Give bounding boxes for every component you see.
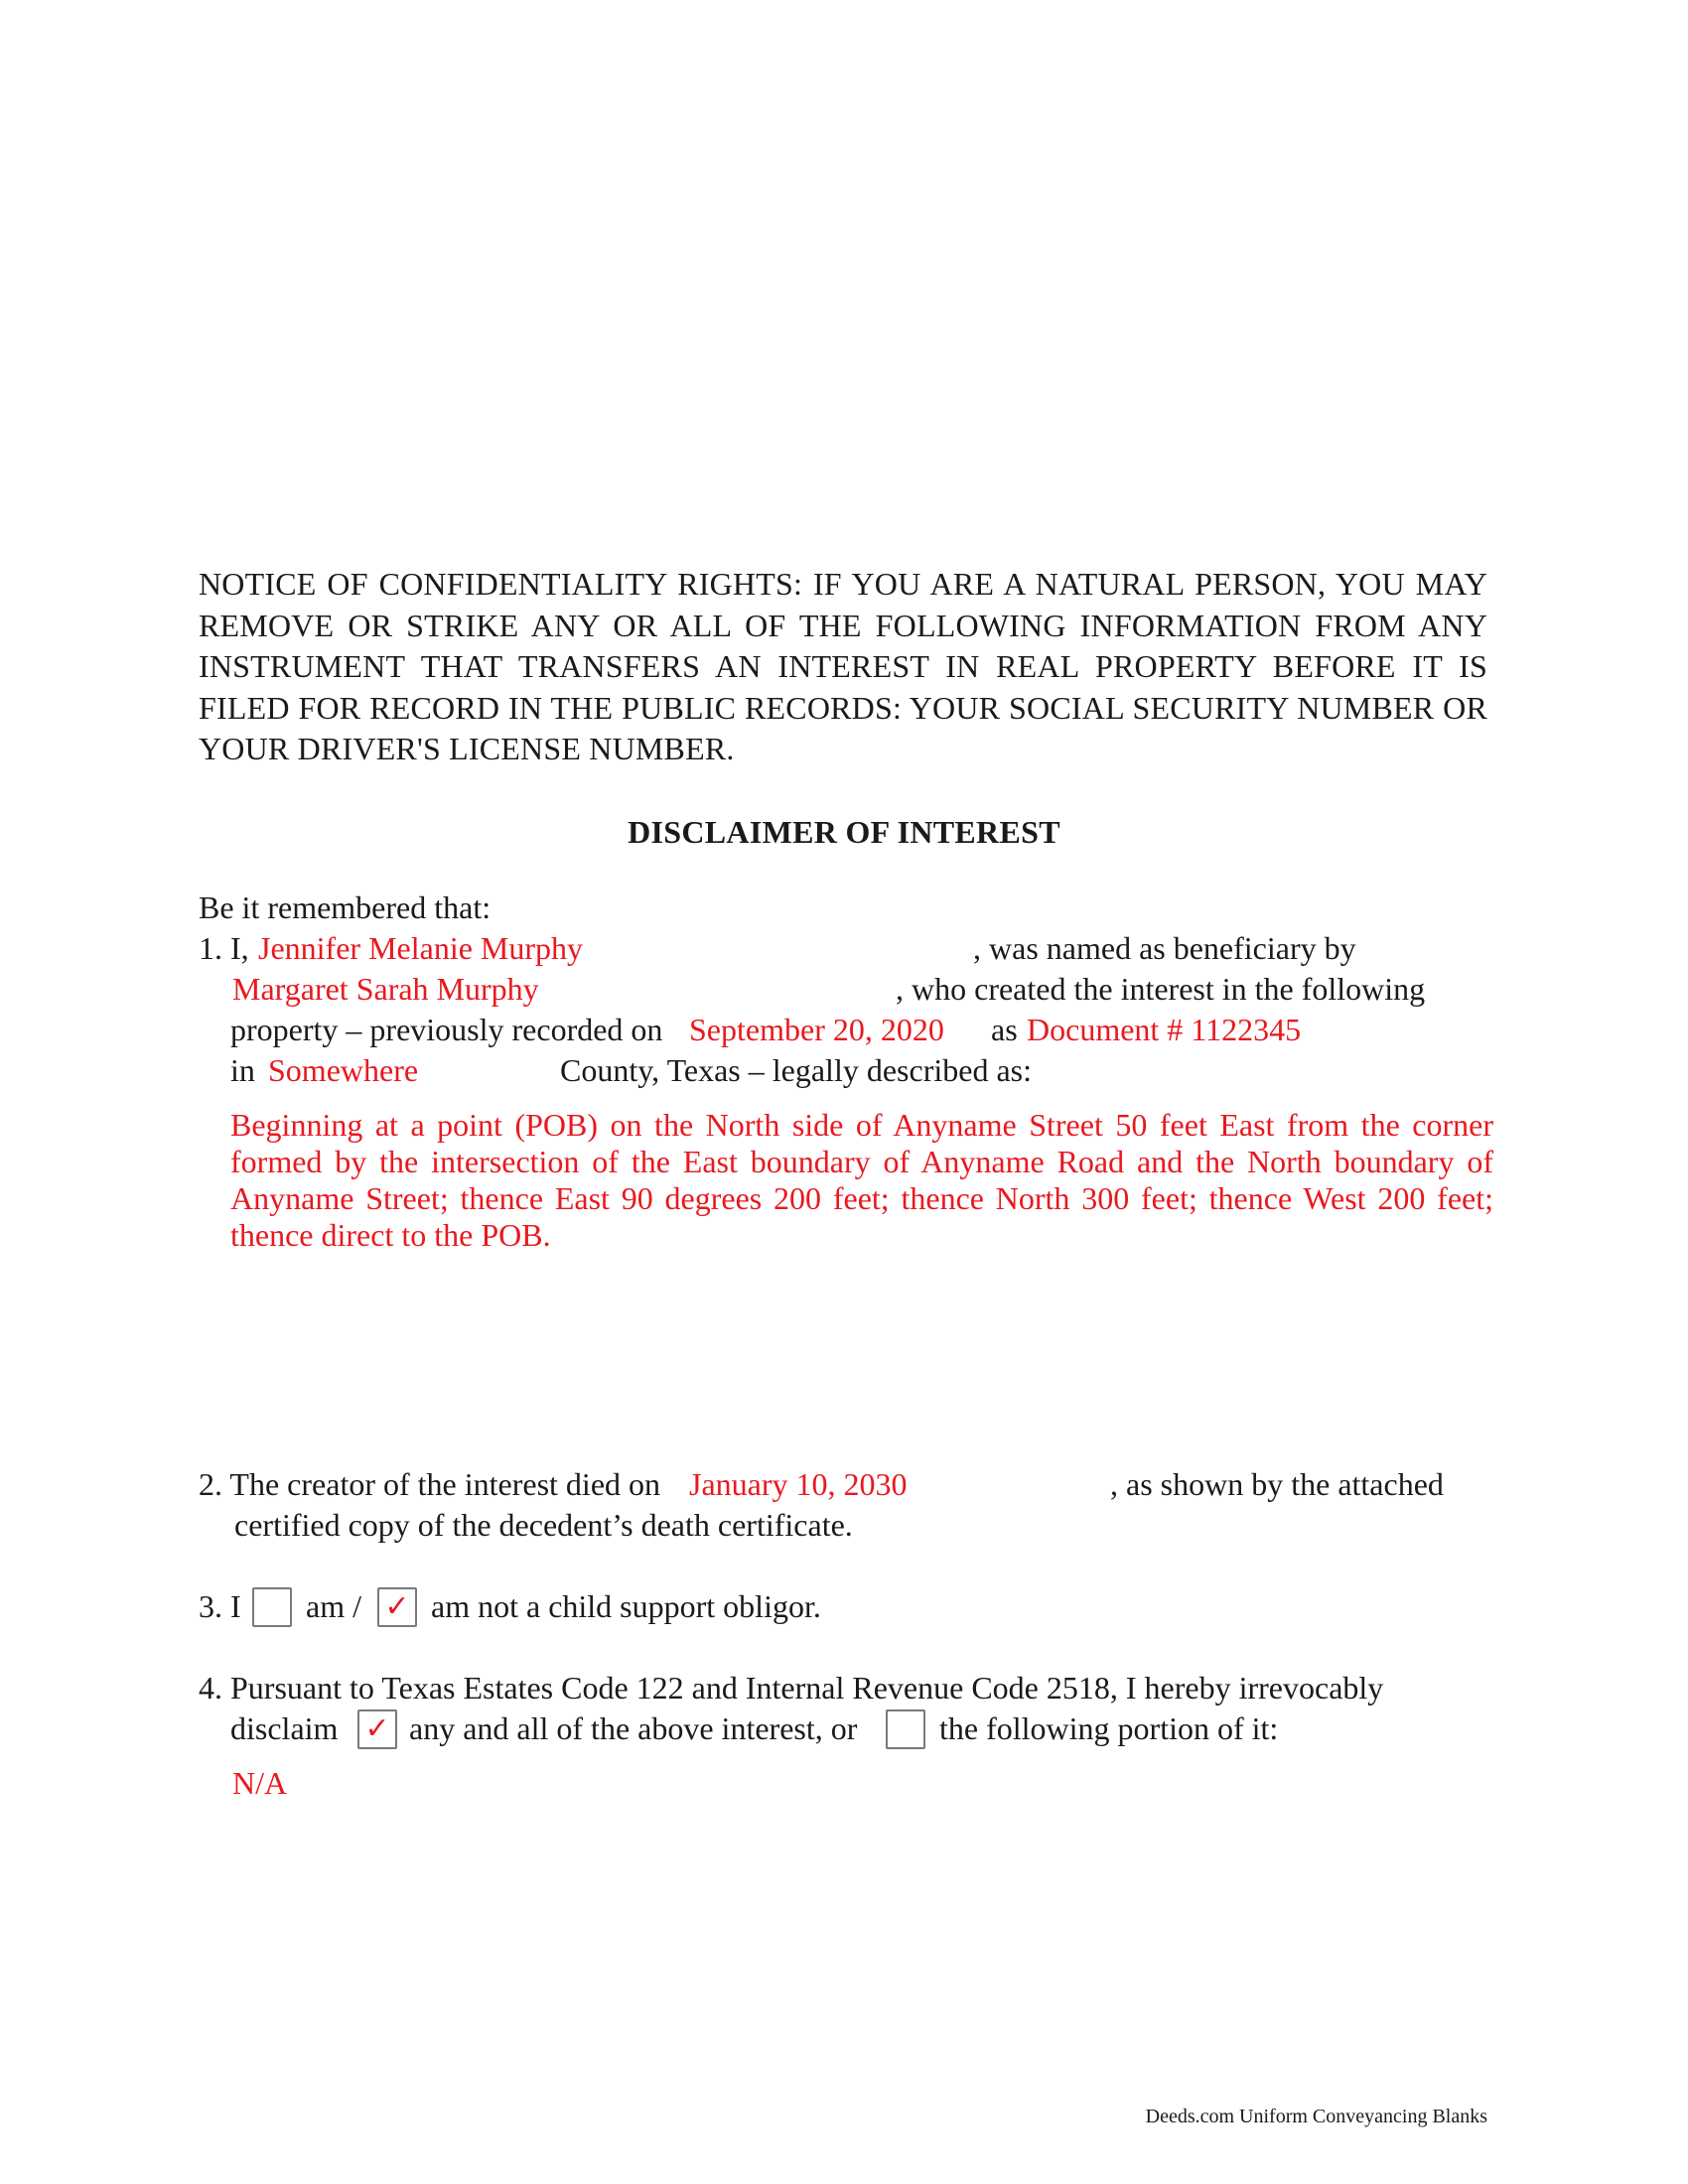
am-not-obligor-text: am not a child support obligor. — [431, 1588, 821, 1624]
named-as-beneficiary-text: , was named as beneficiary by — [973, 930, 1356, 966]
item4-line1: 4. Pursuant to Texas Estates Code 122 and Internal Revenue Code 2518, I hereby irrevocably — [199, 1670, 1384, 1706]
created-interest-text: , who created the interest in the following — [896, 971, 1426, 1007]
document-title: DISCLAIMER OF INTEREST — [628, 814, 1060, 850]
portion-value-field[interactable]: N/A — [232, 1765, 288, 1801]
document-number-field[interactable]: Document # 1122345 — [1027, 1012, 1302, 1047]
recorded-date-field[interactable]: September 20, 2020 — [689, 1012, 944, 1047]
am-not-obligor-checkbox[interactable] — [377, 1587, 417, 1627]
am-text: am / — [306, 1588, 361, 1624]
disclaim-portion-checkbox[interactable] — [886, 1709, 925, 1749]
creator-name-field[interactable]: Margaret Sarah Murphy — [232, 971, 539, 1007]
item1-prefix: 1. I, — [199, 930, 249, 966]
checkmark-icon: ✓ — [384, 1589, 410, 1624]
intro-text: Be it remembered that: — [199, 889, 492, 925]
footer-text: Deeds.com Uniform Conveyancing Blanks — [1145, 2106, 1487, 2127]
item2-prefix: 2. The creator of the interest died on — [199, 1466, 661, 1502]
am-obligor-checkbox[interactable] — [252, 1587, 292, 1627]
disclaim-all-checkbox[interactable] — [357, 1709, 397, 1749]
county-name-field[interactable]: Somewhere — [268, 1052, 419, 1088]
as-text: as — [991, 1012, 1018, 1047]
shown-by-text: , as shown by the attached — [1110, 1466, 1444, 1502]
beneficiary-name-field[interactable]: Jennifer Melanie Murphy — [258, 930, 584, 966]
disclaim-all-text: any and all of the above interest, or — [409, 1710, 858, 1746]
confidentiality-notice: NOTICE OF CONFIDENTIALITY RIGHTS: IF YOU ARE A NATURAL PERSON, YOU MAY REMOVE OR STRIKE ANY OR ALL OF THE FOLLOWING INFORMATION FROM ANY INSTRUMENT THAT TRANSFERS AN INTEREST IN REAL PROPERTY BEFORE IT IS FILED FOR RECORD IN THE PUBLIC RECORDS: YOUR SOCIAL SECURITY NUMBER OR YOUR DRIVER'S LICENSE NUMBER. — [199, 566, 1487, 766]
item3-prefix: 3. I — [199, 1588, 241, 1624]
disclaim-text: disclaim — [230, 1710, 339, 1746]
checkmark-icon: ✓ — [364, 1711, 390, 1746]
in-text: in — [230, 1052, 255, 1088]
death-certificate-text: certified copy of the decedent’s death certificate. — [234, 1507, 853, 1543]
county-texas-text: County, Texas – legally described as: — [560, 1052, 1032, 1088]
legal-description-field[interactable]: Beginning at a point (POB) on the North side of Anyname Street 50 feet East from the corner formed by the intersection of the East boundary of Anyname Road and the North boundary of Anyname Street; thence East 90 degrees 200 feet; thence North 300 feet; thence West 200 feet; thence direct to the POB. — [230, 1107, 1493, 1253]
death-date-field[interactable]: January 10, 2030 — [689, 1466, 908, 1502]
disclaim-portion-text: the following portion of it: — [939, 1710, 1279, 1746]
recorded-on-text: property – previously recorded on — [230, 1012, 663, 1047]
